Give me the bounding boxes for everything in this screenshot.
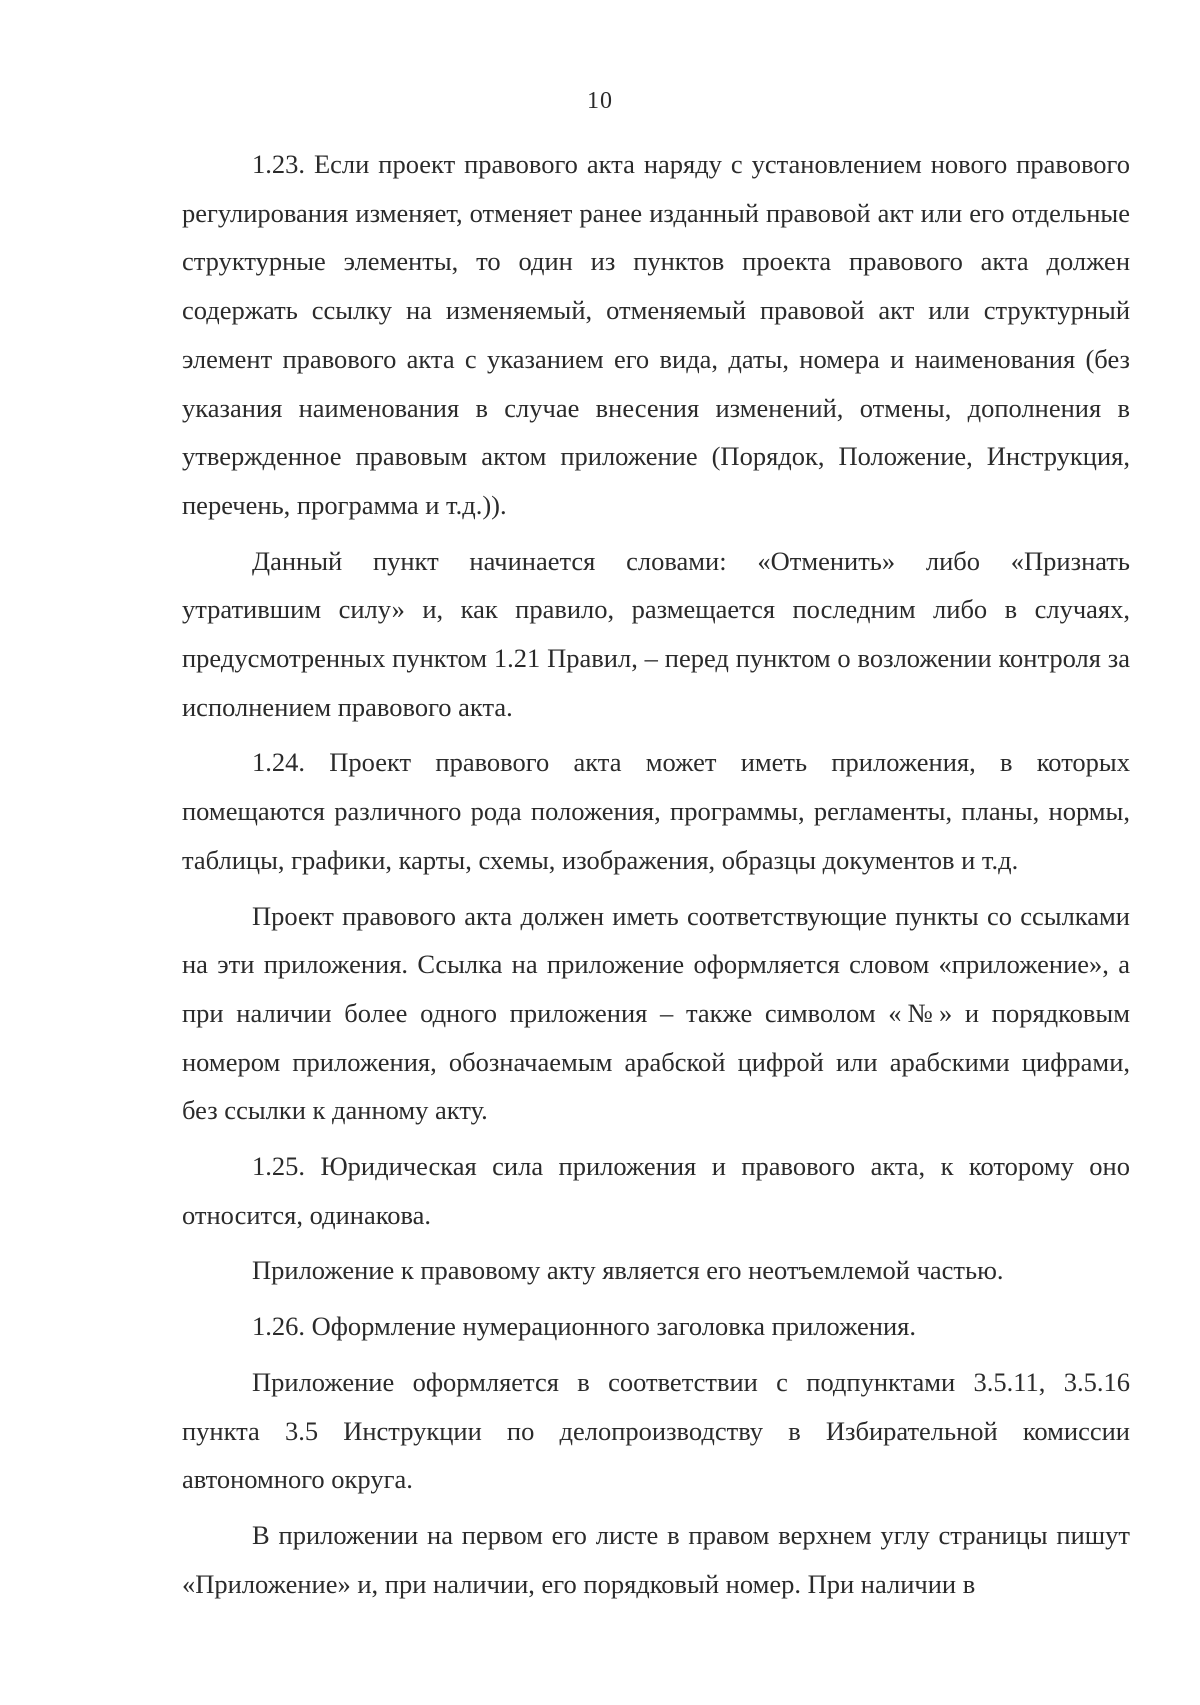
paragraph-1-24: 1.24. Проект правового акта может иметь приложения, в которых помещаются различного рода положения, программы, регламенты, планы, нормы, таблицы, графики, карты, схемы, изображения, образцы документов и т.д. — [182, 747, 1130, 875]
paragraph-1-26: 1.26. Оформление нумерационного заголовка приложения. — [252, 1311, 916, 1342]
document-body — [182, 140, 1130, 1608]
paragraph-cancel-clause: Данный пункт начинается словами: «Отменить» либо «Признать утратившим силу» и, как правило, размещается последним либо в случаях, предусмотренных пунктом 1.21 Правил, – перед пунктом о возложении контроля за исполнением правового акта. — [182, 545, 1130, 722]
paragraph-1-23: 1.23. Если проект правового акта наряду с установлением нового правового регулирования изменяет, отменяет ранее изданный правовой акт или его отдельные структурные элементы, то один из пунктов проекта правового акта должен содержать ссылку на изменяемый, отменяемый правовой акт или структурный элемент правового акта с указанием его вида, даты, номера и наименования (без указания наименования в случае внесения изменений, отмены, дополнения в утвержденное правовым актом приложение (Порядок, Положение, Инструкция, перечень, программа и т.д.)). — [182, 149, 1130, 520]
paragraph-1-25: 1.25. Юридическая сила приложения и правового акта, к которому оно относится, одинакова. — [182, 1151, 1130, 1230]
page-number: 10 — [587, 88, 613, 114]
paragraph-appendix-format: Приложение оформляется в соответствии с подпунктами 3.5.11, 3.5.16 пункта 3.5 Инструкции по делопроизводству в Избирательной комиссии автономного округа. — [182, 1366, 1130, 1495]
paragraph-appendix-references: Проект правового акта должен иметь соответствующие пункты со ссылками на эти приложения. Ссылка на приложение оформляется словом «приложение», а при наличии более одного приложения – также символом «№» и порядковым номером приложения, обозначаемым арабской цифрой или арабскими цифрами, без ссылки к данному акту. — [182, 900, 1130, 1126]
paragraph-appendix-integral: Приложение к правовому акту является его неотъемлемой частью. — [252, 1255, 1004, 1286]
paragraph-appendix-first-sheet: В приложении на первом его листе в правом верхнем углу страницы пишут «Приложение» и, при наличии, его порядковый номер. При наличии в — [182, 1519, 1130, 1599]
